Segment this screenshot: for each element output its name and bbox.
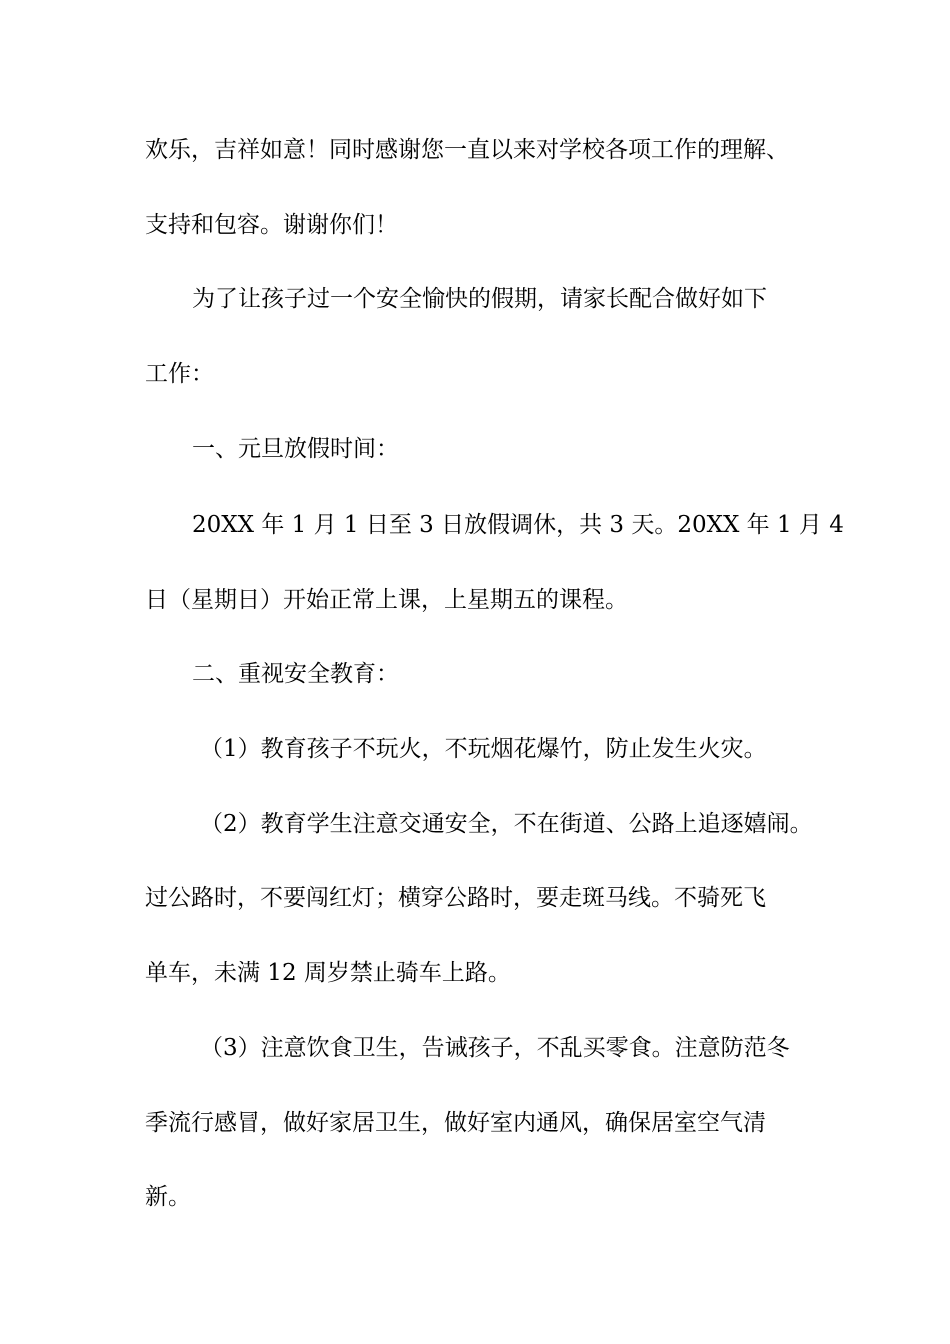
text-line: 新。	[145, 1184, 191, 1210]
text-line: （1）教育孩子不玩火，不玩烟花爆竹，防止发生火灾。	[200, 736, 767, 762]
text-line: 单车，未满 12 周岁禁止骑车上路。	[145, 960, 511, 986]
text-line: 欢乐，吉祥如意！同时感谢您一直以来对学校各项工作的理解、	[145, 137, 789, 163]
text-line: （2）教育学生注意交通安全，不在街道、公路上追逐嬉闹。	[200, 811, 813, 837]
text-line: 工作：	[145, 361, 214, 387]
text-line: （3）注意饮食卫生，告诫孩子，不乱买零食。注意防范冬	[200, 1035, 790, 1061]
text-line: 支持和包容。谢谢你们！	[145, 212, 398, 238]
text-line: 过公路时，不要闯红灯；横穿公路时，要走斑马线。不骑死飞	[145, 885, 766, 911]
section-heading: 一、元旦放假时间：	[192, 436, 399, 462]
section-heading: 二、重视安全教育：	[192, 661, 399, 687]
text-line: 为了让孩子过一个安全愉快的假期，请家长配合做好如下	[192, 286, 767, 312]
text-line: 季流行感冒，做好家居卫生，做好室内通风，确保居室空气清	[145, 1110, 766, 1136]
text-line: 日（星期日）开始正常上课，上星期五的课程。	[145, 587, 628, 613]
text-line: 20XX 年 1 月 1 日至 3 日放假调休，共 3 天。20XX 年 1 月 4	[192, 512, 844, 538]
